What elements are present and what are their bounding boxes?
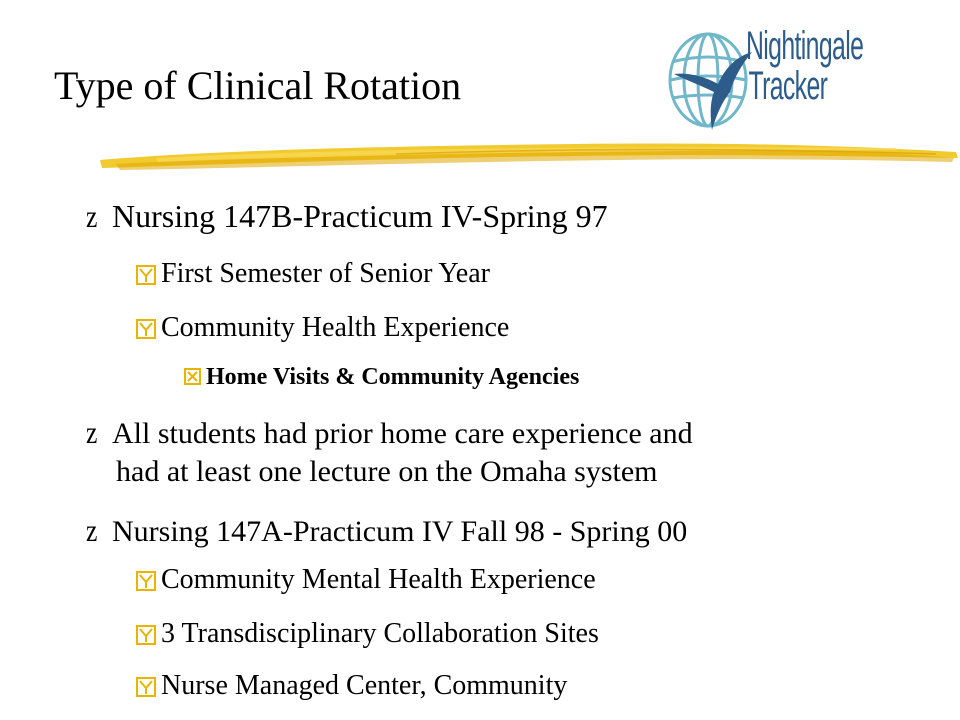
z-bullet-glyph: z (86, 198, 98, 234)
logo-line2: Tracker (748, 64, 828, 108)
logo-wordmark (746, 26, 863, 106)
bullet-text: 3 Transdisciplinary Collaboration Sites (161, 618, 599, 649)
z-bullet-glyph: z (86, 512, 98, 548)
bullet-level3 (184, 362, 579, 392)
y-box-bullet-icon (136, 571, 156, 591)
bullet-level1 (86, 510, 687, 552)
bullet-text: First Semester of Senior Year (161, 258, 490, 289)
y-box-bullet-icon (136, 319, 156, 339)
y-box-bullet-icon (136, 625, 156, 645)
bullet-level1 (86, 412, 693, 454)
bullet-text: Nursing 147A-Practicum IV Fall 98 - Spring 00 (112, 515, 688, 548)
logo-line1: Nightingale (746, 24, 864, 68)
bullet-text: Home Visits & Community Agencies (206, 364, 580, 390)
bullet-level1 (86, 196, 608, 236)
bullet-text-line2: had at least one lecture on the Omaha system (116, 455, 658, 488)
bullet-text: Community Mental Health Experience (161, 564, 596, 595)
bullet-level2 (136, 562, 596, 598)
bullet-level2 (136, 256, 490, 292)
bullet-level2 (136, 668, 567, 704)
bullet-level2 (136, 310, 509, 346)
bullet-text: Community Health Experience (161, 312, 510, 343)
y-box-bullet-icon (136, 265, 156, 285)
slide-title: Type of Clinical Rotation (54, 63, 462, 108)
z-bullet-glyph: z (86, 414, 98, 450)
bullet-text: Nurse Managed Center, Community (161, 670, 568, 701)
y-box-bullet-icon (136, 677, 156, 697)
bullet-text: Nursing 147B-Practicum IV-Spring 97 (112, 198, 608, 234)
bullet-level2 (136, 616, 599, 652)
x-box-bullet-icon (184, 368, 201, 385)
bullet-continuation (116, 452, 657, 492)
bullet-text-line1: All students had prior home care experience and (112, 417, 693, 450)
